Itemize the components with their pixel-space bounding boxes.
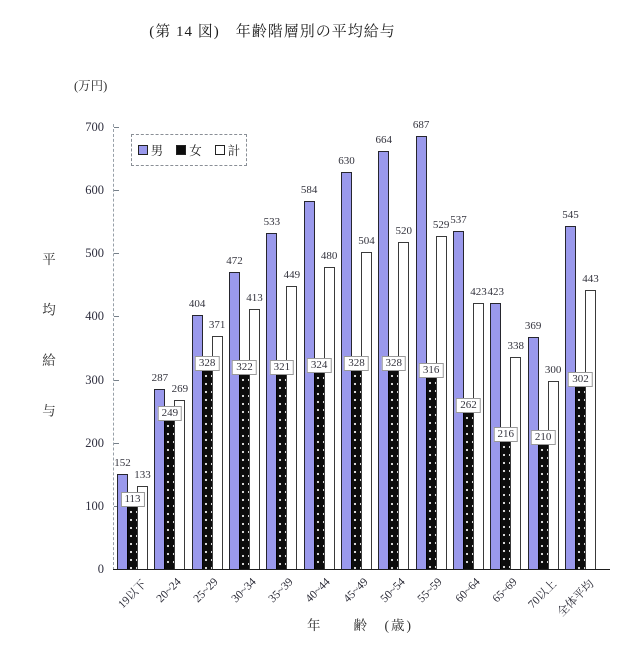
total-value-label: 520 [395, 225, 413, 237]
female-value-label: 249 [158, 406, 183, 421]
x-category-label: 19以下 [115, 578, 149, 612]
y-tick-label: 500 [85, 246, 104, 261]
male-value-label: 533 [263, 216, 281, 228]
y-tick-label: 300 [85, 372, 104, 387]
bar-total [212, 336, 223, 570]
legend-item-total [215, 141, 241, 159]
bar-total [473, 303, 484, 570]
female-value-label: 321 [270, 360, 295, 375]
x-category-label: 55~59 [415, 576, 446, 606]
total-value-label: 371 [208, 319, 226, 331]
x-category-label: 25~29 [191, 576, 222, 606]
female-value-label: 328 [195, 356, 220, 371]
x-category-label: 60~64 [453, 576, 483, 606]
male-value-label: 404 [188, 298, 206, 310]
total-value-label: 300 [544, 364, 562, 376]
legend-label-total: 計 [227, 144, 241, 158]
bar-total [436, 236, 447, 570]
bar-total [398, 242, 409, 570]
chart-title: (第 14 図) 年齢階層別の平均給与 [149, 24, 396, 40]
total-value-label: 269 [171, 383, 189, 395]
y-tick [114, 253, 119, 254]
bar-total [174, 400, 185, 570]
total-value-label: 413 [246, 292, 263, 304]
female-value-label: 328 [344, 356, 369, 371]
x-category-label: 35~39 [266, 576, 296, 606]
x-category-label: 65~69 [490, 576, 520, 606]
male-value-label: 287 [151, 372, 169, 384]
total-value-label: 480 [320, 250, 338, 262]
legend-label-men: 男 [150, 144, 164, 158]
bar-total [510, 357, 521, 570]
total-value-label: 504 [358, 235, 375, 247]
legend-label-women: 女 [189, 144, 202, 158]
female-value-label: 302 [568, 372, 593, 387]
male-value-label: 545 [562, 209, 579, 221]
female-value-label: 216 [494, 427, 519, 442]
bar-total [286, 286, 297, 570]
bar-total [361, 252, 372, 570]
male-value-label: 423 [487, 286, 505, 298]
x-category-label: 全体平均 [555, 578, 597, 620]
female-value-label: 113 [120, 492, 144, 507]
male-value-label: 537 [450, 214, 467, 226]
x-category-label: 70以上 [526, 578, 560, 612]
y-tick-label: 400 [85, 309, 104, 324]
plot-area [113, 119, 610, 570]
total-value-label: 423 [470, 286, 487, 298]
bar-total [548, 381, 559, 570]
y-tick-label: 100 [85, 498, 104, 513]
x-category-label: 40~44 [303, 576, 334, 606]
male-value-label: 584 [300, 184, 318, 196]
female-value-label: 328 [382, 356, 407, 371]
x-category-label: 45~49 [341, 576, 371, 606]
women-swatch-icon [176, 145, 186, 155]
male-value-label: 630 [338, 155, 355, 167]
y-tick [114, 127, 119, 128]
male-value-label: 664 [375, 134, 393, 146]
female-value-label: 322 [232, 360, 257, 375]
y-axis-title: 平均給与 [40, 252, 55, 454]
bar-total [249, 309, 260, 570]
y-tick [114, 190, 119, 191]
total-value-label: 529 [432, 219, 450, 231]
male-value-label: 152 [114, 457, 131, 469]
legend-item-women [176, 141, 202, 159]
x-axis-title: 年 齢 (歳) [307, 618, 413, 633]
y-unit-label: (万円) [74, 79, 108, 93]
female-value-label: 316 [419, 363, 444, 378]
x-category-label: 20~24 [154, 576, 184, 606]
y-tick [114, 443, 119, 444]
legend [131, 134, 247, 166]
total-value-label: 449 [283, 269, 301, 281]
male-value-label: 687 [412, 119, 430, 131]
x-axis-line [113, 569, 610, 570]
y-tick-label: 0 [97, 562, 104, 576]
x-category-label: 30~34 [229, 576, 259, 606]
bar-total [585, 290, 596, 570]
total-value-label: 443 [582, 273, 599, 285]
x-category-label: 50~54 [378, 576, 408, 606]
men-swatch-icon [138, 145, 148, 155]
y-tick-label: 200 [85, 435, 104, 450]
y-tick [114, 316, 119, 317]
total-value-label: 133 [134, 469, 151, 481]
y-tick-label: 600 [85, 183, 104, 198]
female-value-label: 210 [531, 430, 556, 445]
legend-item-men [138, 141, 164, 159]
y-tick-label: 700 [85, 120, 104, 134]
y-tick [114, 380, 119, 381]
male-value-label: 472 [226, 255, 243, 267]
female-value-label: 324 [307, 358, 332, 373]
female-value-label: 262 [456, 398, 481, 413]
total-value-label: 338 [507, 340, 525, 352]
total-swatch-icon [215, 145, 225, 155]
bar-total [324, 267, 335, 570]
male-value-label: 369 [524, 320, 542, 332]
